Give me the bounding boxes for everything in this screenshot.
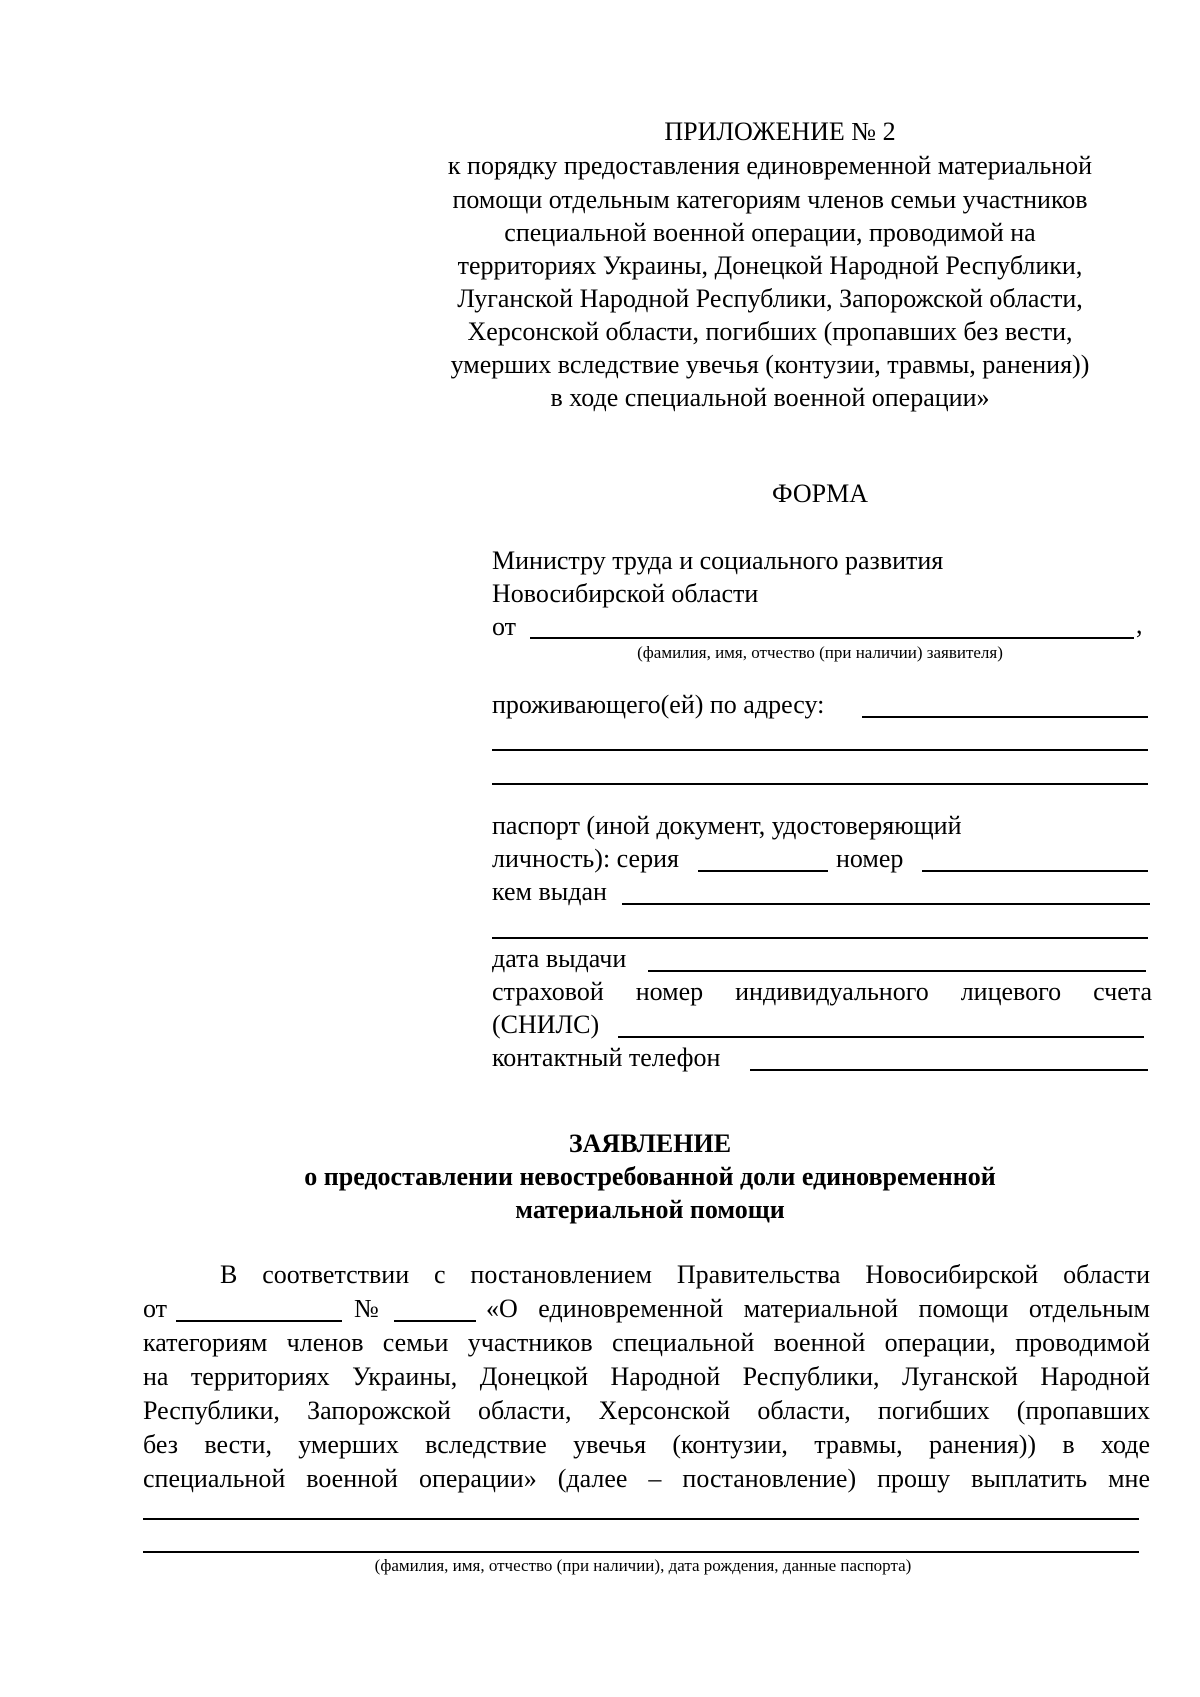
passport-label: паспорт (иной документ, удостоверяющий <box>492 811 962 840</box>
recipient-data-caption: (фамилия, имя, отчество (при наличии), дата рождения, данные паспорта) <box>374 1556 912 1575</box>
snils-field[interactable] <box>618 1036 1144 1038</box>
recipient-data-field-line2[interactable] <box>143 1551 1139 1553</box>
phone-field[interactable] <box>750 1069 1148 1071</box>
appendix-line: к порядку предоставления единовременной материальной <box>447 151 1093 180</box>
appendix-line: Херсонской области, погибших (пропавших без вести, <box>467 317 1073 346</box>
from-label: от <box>492 612 517 641</box>
form-label: ФОРМА <box>772 479 868 508</box>
issued-by-field-line2[interactable] <box>492 937 1148 939</box>
body-line: В соответствии с постановлением Правительства Новосибирской области <box>220 1260 1150 1289</box>
address-field[interactable] <box>862 716 1148 718</box>
body-line: без вести, умерших вследствие увечья (контузии, травмы, ранения)) в ходе <box>143 1430 1150 1459</box>
passport-number-label: номер <box>836 844 904 873</box>
addressee-line: Министру труда и социального развития <box>492 546 944 575</box>
statement-subtitle: материальной помощи <box>515 1195 785 1224</box>
applicant-name-field[interactable] <box>530 637 1134 639</box>
snils-label-line: страховой номер индивидуального лицевого счета <box>492 977 1152 1006</box>
statement-subtitle: о предоставлении невостребованной доли единовременной <box>304 1162 996 1191</box>
appendix-title: ПРИЛОЖЕНИЕ № 2 <box>664 117 896 146</box>
resolution-date-field[interactable] <box>176 1320 342 1322</box>
recipient-data-field[interactable] <box>143 1518 1139 1520</box>
issue-date-label: дата выдачи <box>492 944 627 973</box>
applicant-name-caption: (фамилия, имя, отчество (при наличии) заявителя) <box>637 643 1003 662</box>
address-label: проживающего(ей) по адресу: <box>492 690 825 719</box>
appendix-line: помощи отдельным категориям членов семьи участников <box>452 185 1088 214</box>
issued-by-field[interactable] <box>622 903 1150 905</box>
passport-series-field[interactable] <box>698 870 828 872</box>
body-line: «О единовременной материальной помощи отдельным <box>486 1294 1150 1323</box>
snils-label: (СНИЛС) <box>492 1010 600 1039</box>
issued-by-label: кем выдан <box>492 877 607 906</box>
body-from-label: от <box>143 1294 168 1323</box>
from-comma: , <box>1136 610 1143 639</box>
issue-date-field[interactable] <box>648 970 1146 972</box>
phone-label: контактный телефон <box>492 1043 721 1072</box>
resolution-number-field[interactable] <box>394 1320 476 1322</box>
body-line: категориям членов семьи участников специальной военной операции, проводимой <box>143 1328 1150 1357</box>
body-line: на территориях Украины, Донецкой Народной Республики, Луганской Народной <box>143 1362 1150 1391</box>
appendix-line: территориях Украины, Донецкой Народной Республики, <box>457 251 1083 280</box>
passport-series-label: личность): серия <box>492 844 679 873</box>
appendix-line: в ходе специальной военной операции» <box>550 383 990 412</box>
appendix-line: Луганской Народной Республики, Запорожской области, <box>457 284 1083 313</box>
addressee-line: Новосибирской области <box>492 579 759 608</box>
address-field-line2[interactable] <box>492 749 1148 751</box>
body-line: Республики, Запорожской области, Херсонской области, погибших (пропавших <box>143 1396 1150 1425</box>
appendix-line: специальной военной операции, проводимой на <box>504 218 1036 247</box>
body-line: специальной военной операции» (далее – постановление) прошу выплатить мне <box>143 1464 1150 1493</box>
statement-title: ЗАЯВЛЕНИЕ <box>568 1129 732 1158</box>
appendix-line: умерших вследствие увечья (контузии, травмы, ранения)) <box>450 350 1090 379</box>
passport-number-field[interactable] <box>922 870 1148 872</box>
address-field-line3[interactable] <box>492 783 1148 785</box>
body-number-sign: № <box>354 1294 379 1323</box>
